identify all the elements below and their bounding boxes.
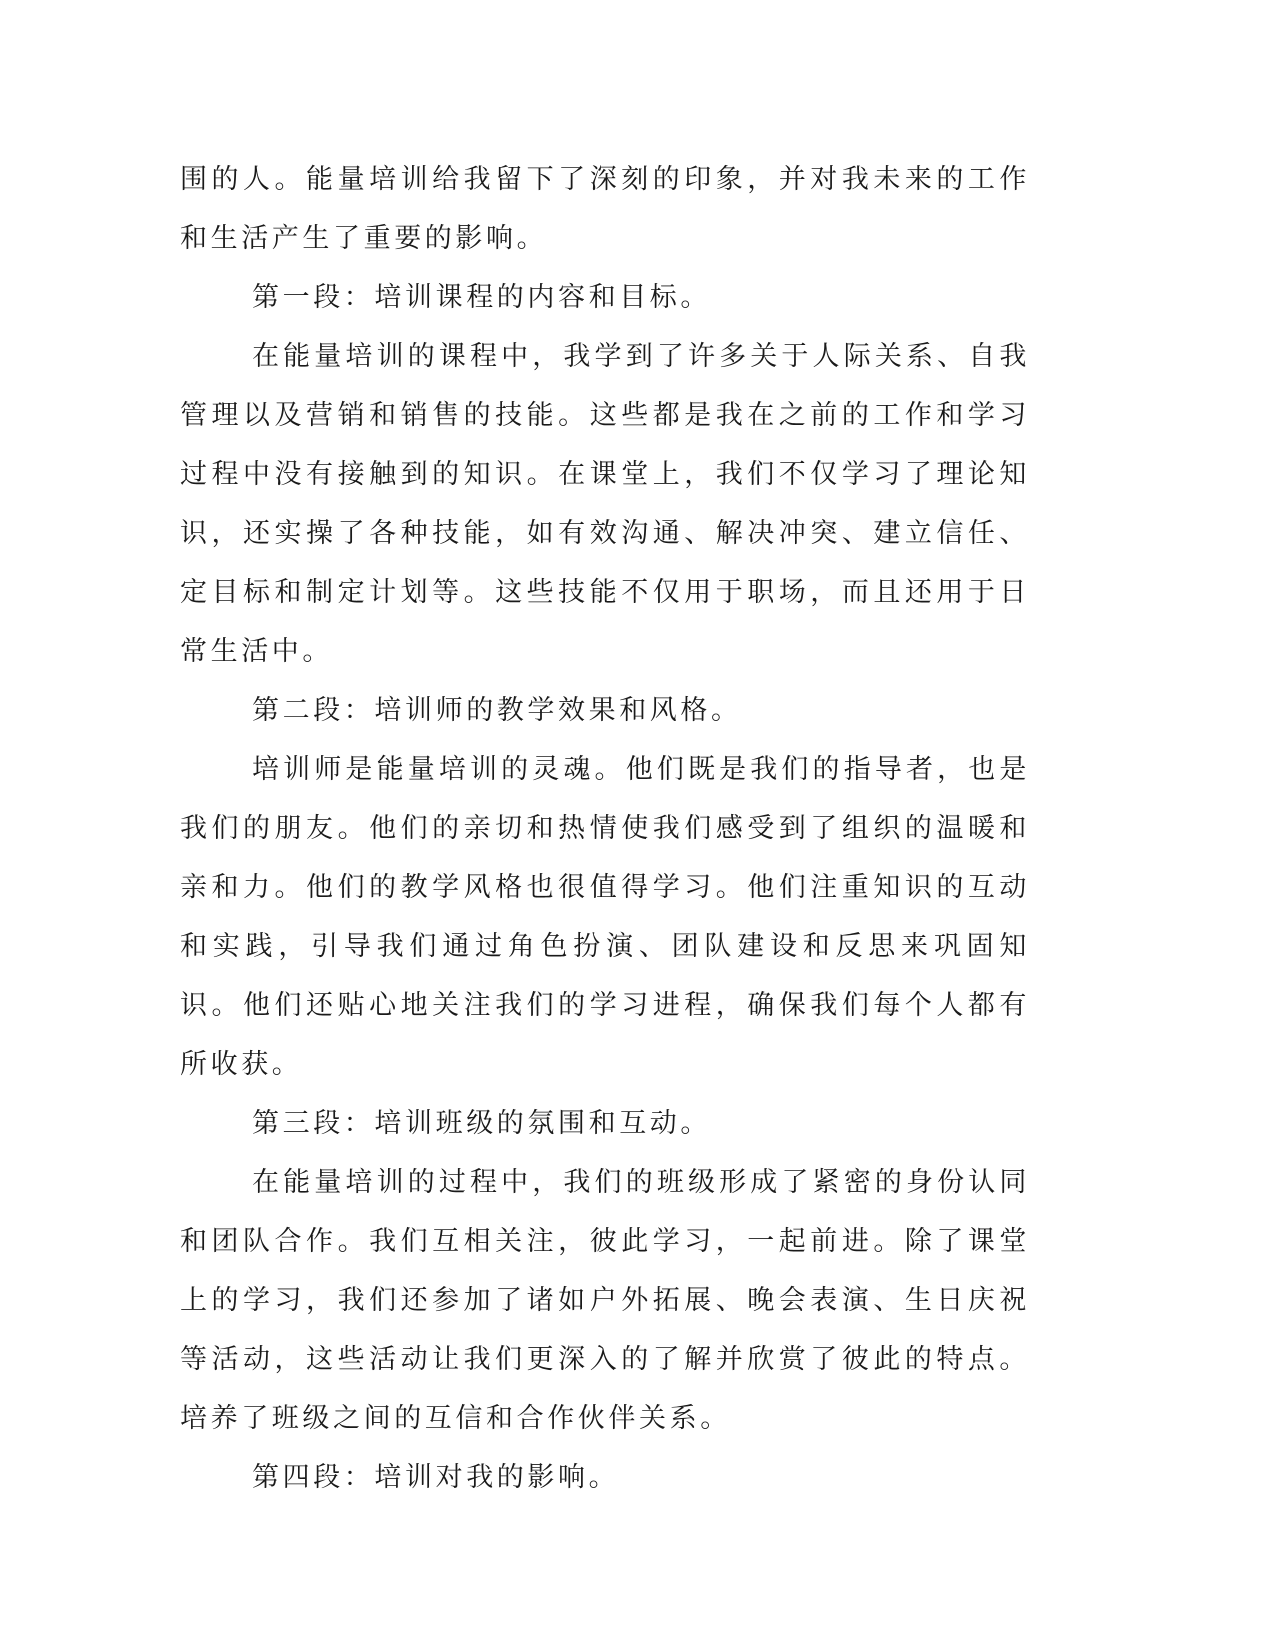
paragraph-course-content: 在能量培训的课程中，我学到了许多关于人际关系、自我管理以及营销和销售的技能。这些都是我在之前的工作和学习过程中没有接触到的知识。在课堂上，我们不仅学习了理论知识，还实操了各种技能，如有效沟通、解决冲突、建立信任、定目标和制定计划等。这些技能不仅用于职场，而且还用于日常生活中。 [180, 341, 1030, 667]
section-heading-1: 第一段：培训课程的内容和目标。 [252, 282, 711, 313]
paragraph-class-atmosphere: 在能量培训的过程中，我们的班级形成了紧密的身份认同和团队合作。我们互相关注，彼此学习，一起前进。除了课堂上的学习，我们还参加了诸如户外拓展、晚会表演、生日庆祝等活动，这些活动让我们更深入的了解并欣赏了彼此的特点。培养了班级之间的互信和合作伙伴关系。 [180, 1167, 1030, 1434]
paragraph-continuation: 围的人。能量培训给我留下了深刻的印象，并对我未来的工作和生活产生了重要的影响。 [180, 164, 1030, 254]
paragraph-trainer-style: 培训师是能量培训的灵魂。他们既是我们的指导者，也是我们的朋友。他们的亲切和热情使我们感受到了组织的温暖和亲和力。他们的教学风格也很值得学习。他们注重知识的互动和实践，引导我们通过角色扮演、团队建设和反思来巩固知识。他们还贴心地关注我们的学习进程，确保我们每个人都有所收获。 [180, 754, 1030, 1080]
document-page [180, 150, 1030, 1507]
section-heading-3: 第三段：培训班级的氛围和互动。 [252, 1108, 711, 1139]
section-heading-2: 第二段：培训师的教学效果和风格。 [252, 695, 742, 726]
section-heading-4: 第四段：培训对我的影响。 [252, 1462, 620, 1493]
